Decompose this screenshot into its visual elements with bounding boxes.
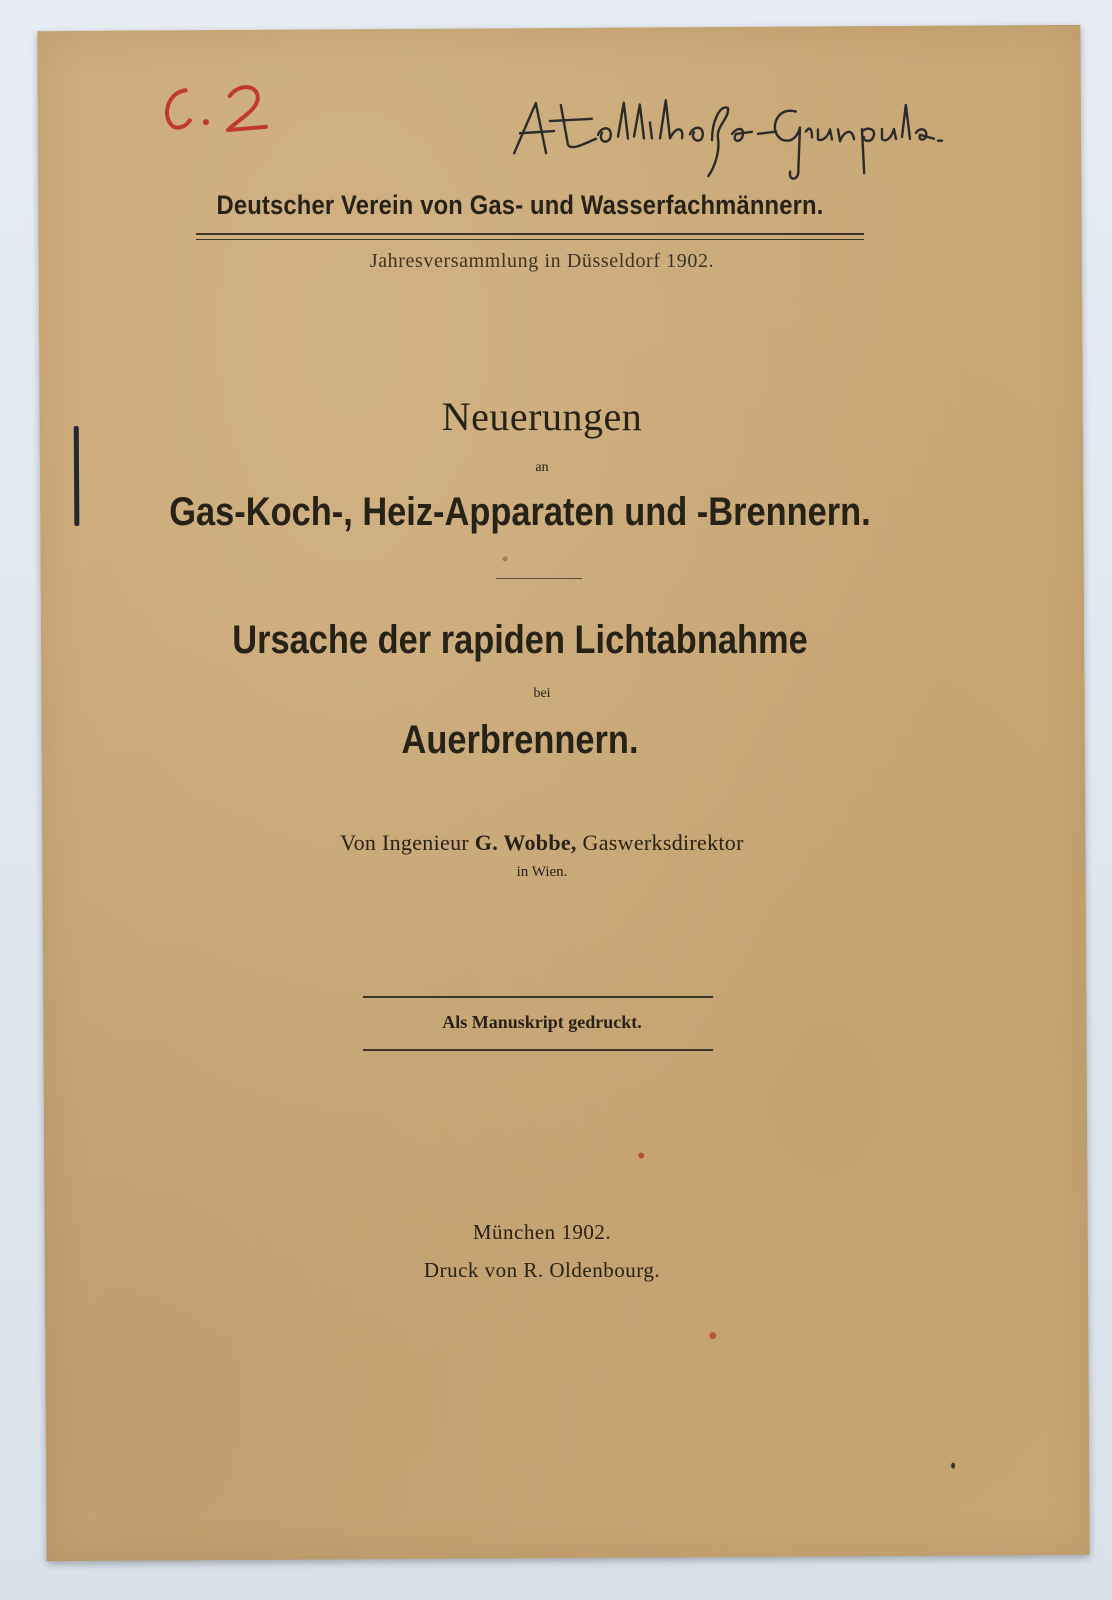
- connector-an: an: [535, 460, 549, 475]
- meeting-line: Jahresversammlung in Düsseldorf 1902.: [369, 250, 715, 272]
- imprint-printer: Druck von R. Oldenbourg.: [423, 1258, 661, 1282]
- title-line-4: Auerbrennern.: [401, 718, 639, 762]
- foxing-spot: [951, 1463, 955, 1469]
- author-role: Gaswerksdirektor: [576, 830, 744, 855]
- foxing-spot: [503, 556, 508, 561]
- double-rule: [196, 233, 864, 240]
- short-divider: [496, 578, 582, 579]
- title-line-1: Neuerungen: [441, 394, 643, 439]
- author-place: in Wien.: [516, 864, 568, 880]
- connector-bei: bei: [533, 686, 551, 701]
- foxing-spot: [709, 1332, 716, 1339]
- title-line-2: Gas-Koch-, Heiz-Apparaten und -Brennern.: [169, 490, 871, 534]
- title-line-3: Ursache der rapiden Lichtabnahme: [232, 618, 808, 662]
- author-name: G. Wobbe,: [474, 830, 577, 855]
- imprint-place: München 1902.: [472, 1220, 612, 1244]
- handwritten-shelfmark: [158, 70, 288, 141]
- society-heading: Deutscher Verein von Gas- und Wasserfachmännern.: [216, 190, 824, 220]
- handwritten-signature: [506, 81, 947, 194]
- foxing-spot: [638, 1153, 644, 1159]
- author-line: [42, 830, 1042, 856]
- manuscript-note: Als Manuskript gedruckt.: [442, 1012, 642, 1032]
- author-prefix: Von Ingenieur: [340, 830, 475, 855]
- manuscript-rule-bottom: [363, 1049, 713, 1051]
- manuscript-rule-top: [363, 996, 713, 998]
